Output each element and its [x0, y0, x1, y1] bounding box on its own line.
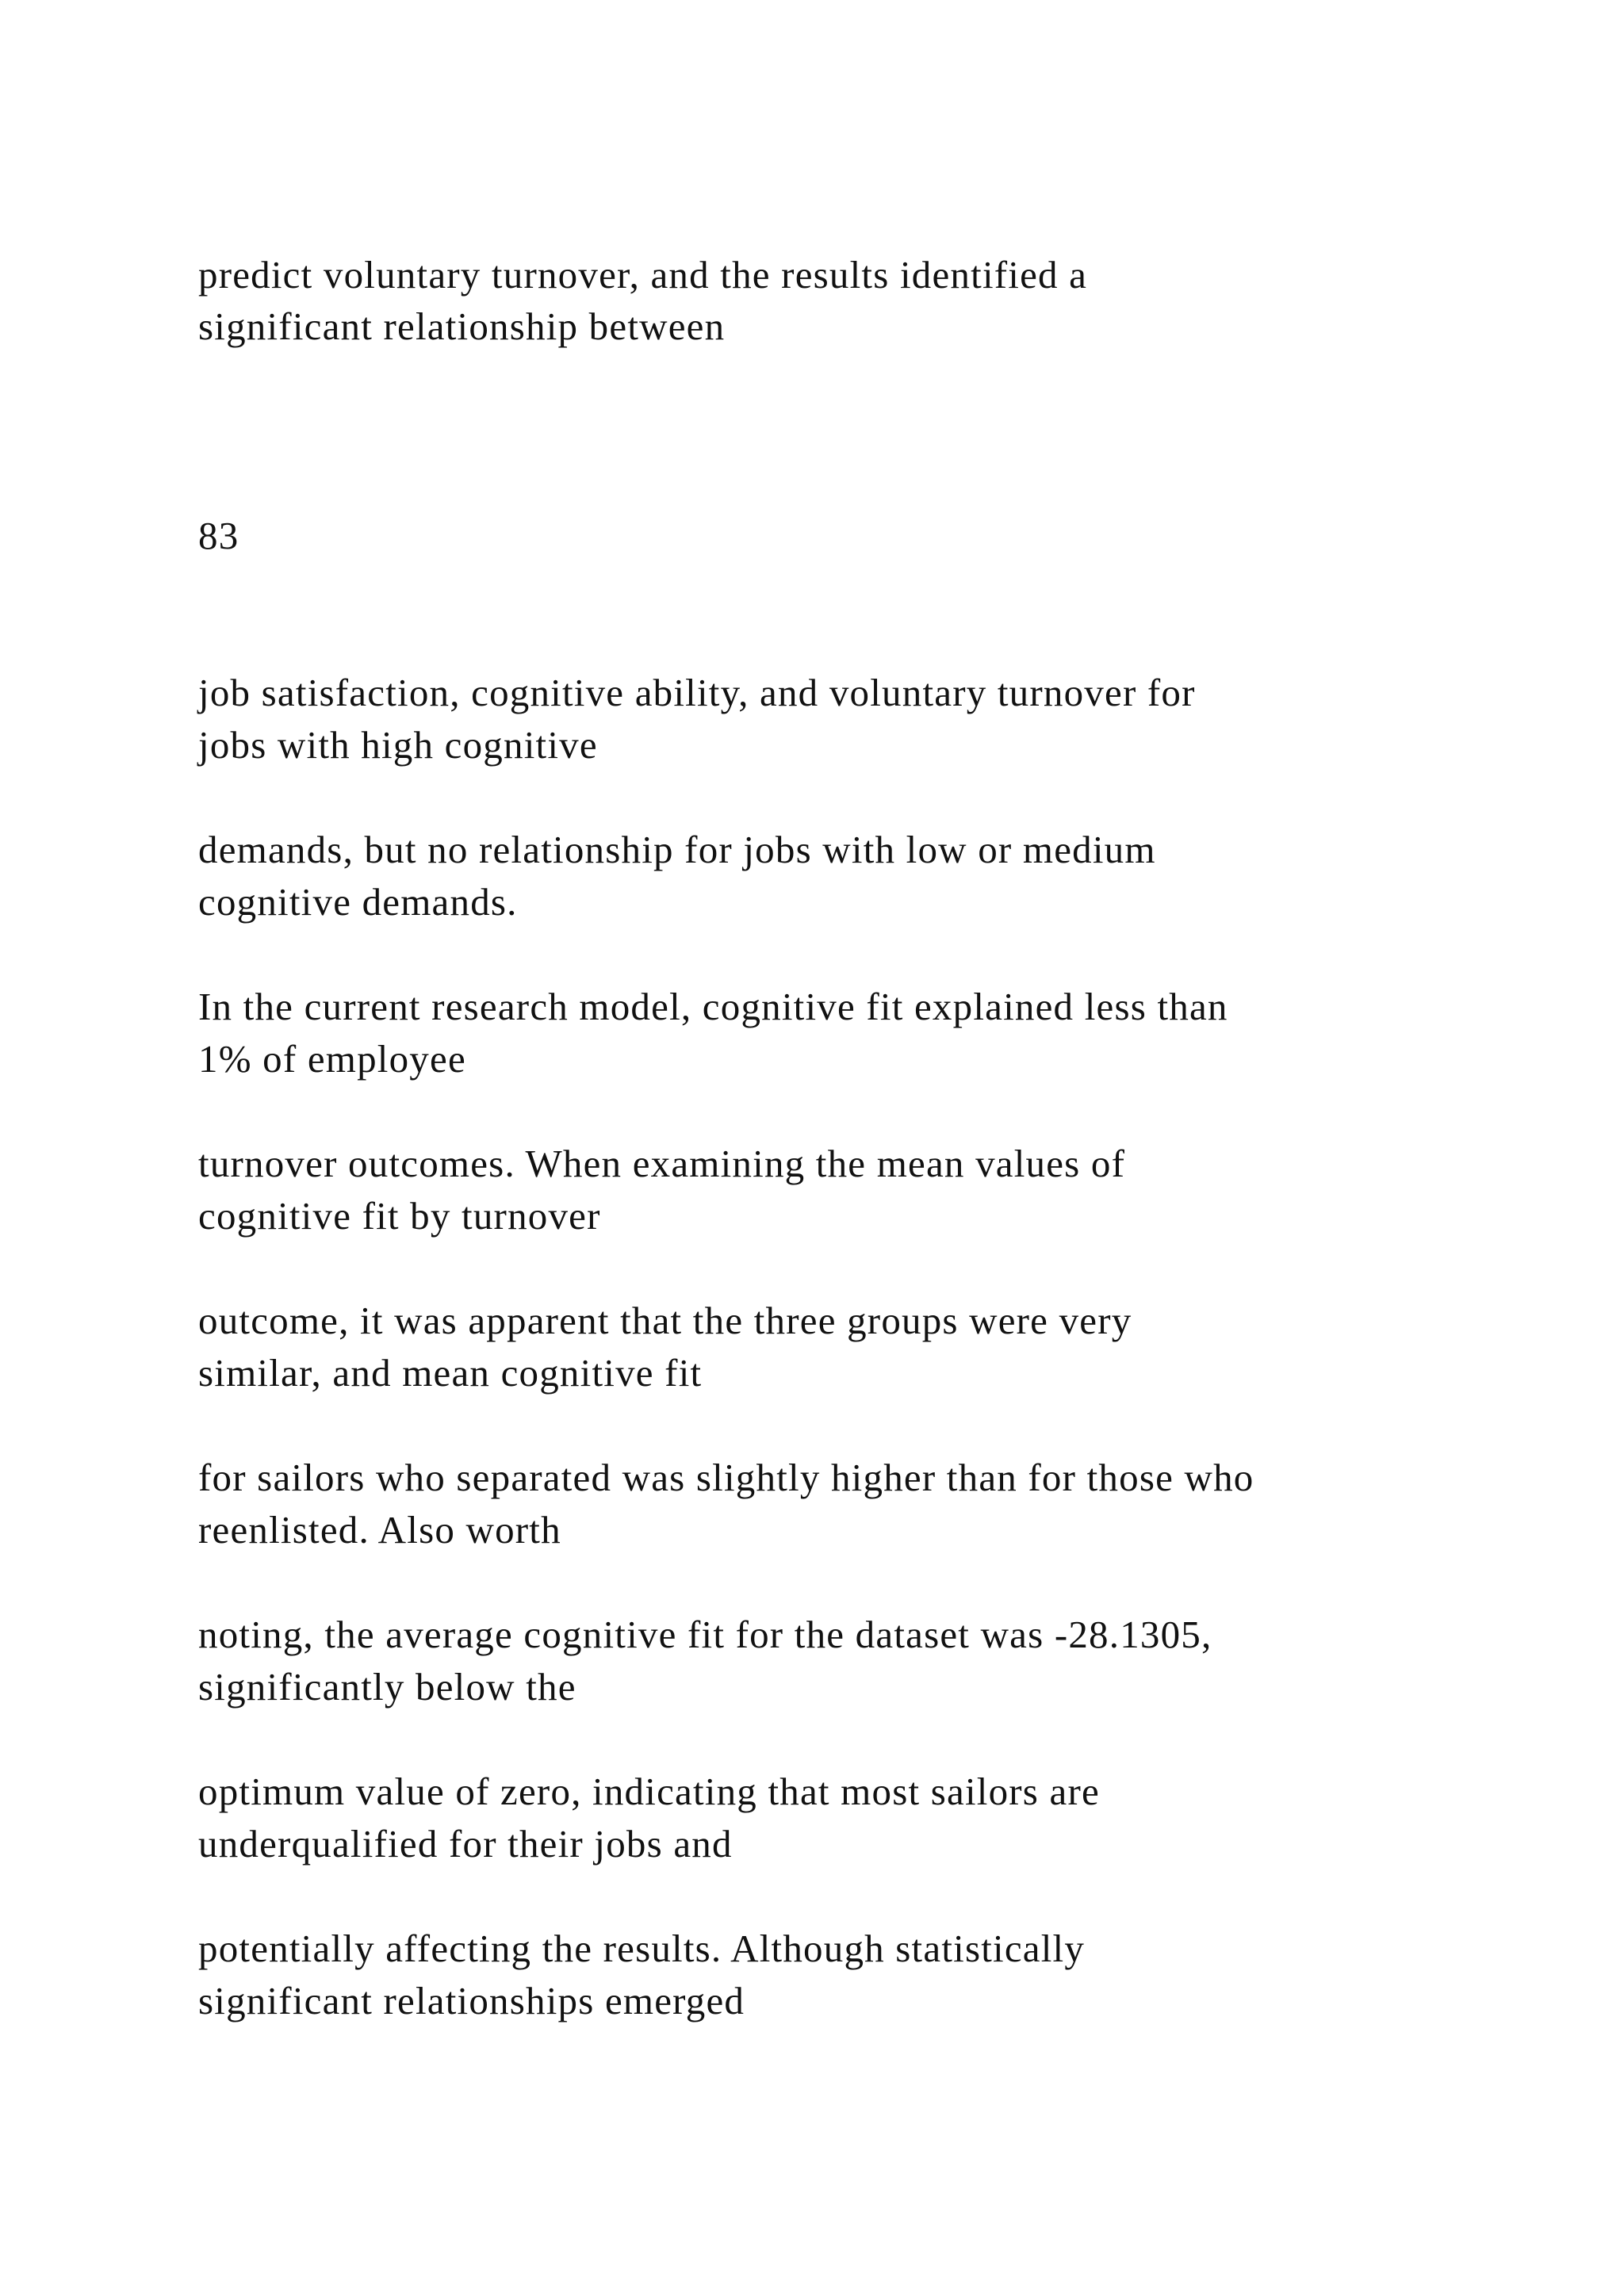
text-line: predict voluntary turnover, and the results identified a: [198, 253, 1088, 297]
text-line: noting, the average cognitive fit for the dataset was -28.1305,: [198, 1613, 1212, 1656]
text-line: cognitive fit by turnover: [198, 1194, 601, 1238]
text-line: reenlisted. Also worth: [198, 1508, 561, 1552]
text-line: optimum value of zero, indicating that most sailors are: [198, 1770, 1100, 1813]
text-line: similar, and mean cognitive fit: [198, 1351, 703, 1395]
text-line: demands, but no relationship for jobs with low or medium: [198, 828, 1156, 871]
text-line: turnover outcomes. When examining the mean values of: [198, 1142, 1126, 1185]
text-line: jobs with high cognitive: [198, 723, 598, 767]
text-line: significantly below the: [198, 1665, 576, 1709]
text-line: 1% of employee: [198, 1037, 466, 1081]
text-line: outcome, it was apparent that the three groups were very: [198, 1299, 1132, 1342]
text-line: significant relationship between: [198, 304, 726, 348]
text-line: job satisfaction, cognitive ability, and voluntary turnover for: [198, 671, 1196, 714]
text-line: significant relationships emerged: [198, 1979, 745, 2022]
text-line: for sailors who separated was slightly higher than for those who: [198, 1456, 1254, 1499]
text-line: cognitive demands.: [198, 880, 518, 924]
text-line: In the current research model, cognitive fit explained less than: [198, 985, 1228, 1028]
page-number: 83: [198, 514, 239, 557]
text-line: underqualified for their jobs and: [198, 1822, 733, 1866]
text-line: potentially affecting the results. Although statistically: [198, 1927, 1086, 1970]
